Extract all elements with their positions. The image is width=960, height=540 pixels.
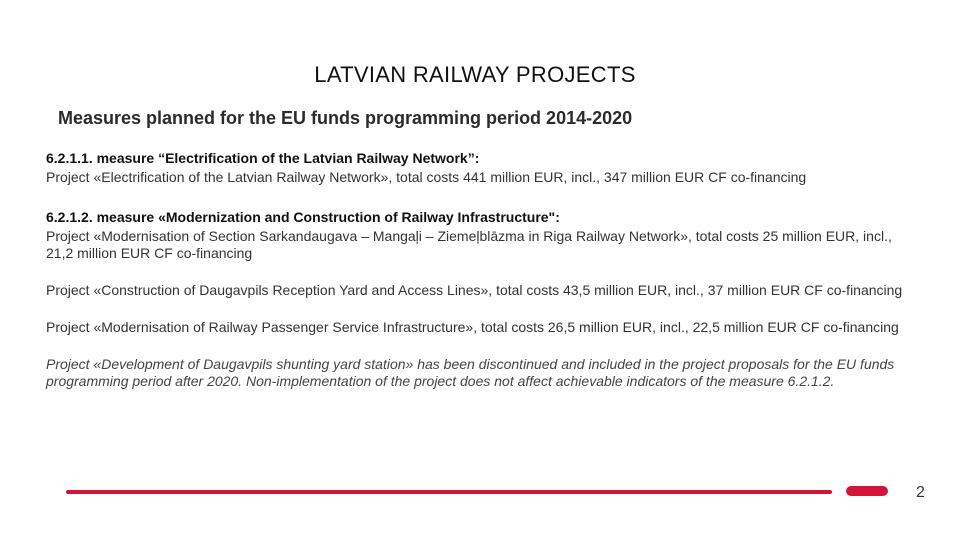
project-description: Project «Modernisation of Railway Passenger Service Infrastructure», total costs 26,5 million EUR, incl., 22,5 million EUR CF co-financing	[46, 319, 899, 335]
project-description: Project «Construction of Daugavpils Reception Yard and Access Lines», total costs 43,5 million EUR, incl., 37 million EUR CF co-financing	[46, 282, 903, 298]
measure-heading: 6.2.1.1. measure “Electrification of the Latvian Railway Network”:	[46, 150, 480, 166]
slide-content	[46, 150, 906, 390]
page-number: 2	[916, 484, 925, 501]
project-description: Project «Modernisation of Section Sarkandaugava – Mangaļi – Ziemeļblāzma in Riga Railway Network», total costs 25 million EUR, incl., 21,2 million EUR CF co-financing	[46, 228, 892, 261]
measure-block-2	[46, 209, 906, 336]
footer-divider	[66, 490, 832, 494]
footer-accent-pill	[846, 486, 888, 496]
slide-title: LATVIAN RAILWAY PROJECTS	[314, 62, 636, 87]
measure-block-1	[46, 150, 906, 186]
slide-subtitle: Measures planned for the EU funds programming period 2014-2020	[58, 108, 633, 128]
project-description: Project «Electrification of the Latvian Railway Network», total costs 441 million EUR, incl., 347 million EUR CF co-financing	[46, 169, 807, 185]
project-note: Project «Development of Daugavpils shunting yard station» has been discontinued and included in the project proposals for the EU funds programming period after 2020. Non-implementation of the project does not affect achievable indicators of the measure 6.2.1.2.	[46, 356, 895, 389]
measure-heading: 6.2.1.2. measure «Modernization and Construction of Railway Infrastructure":	[46, 209, 560, 225]
